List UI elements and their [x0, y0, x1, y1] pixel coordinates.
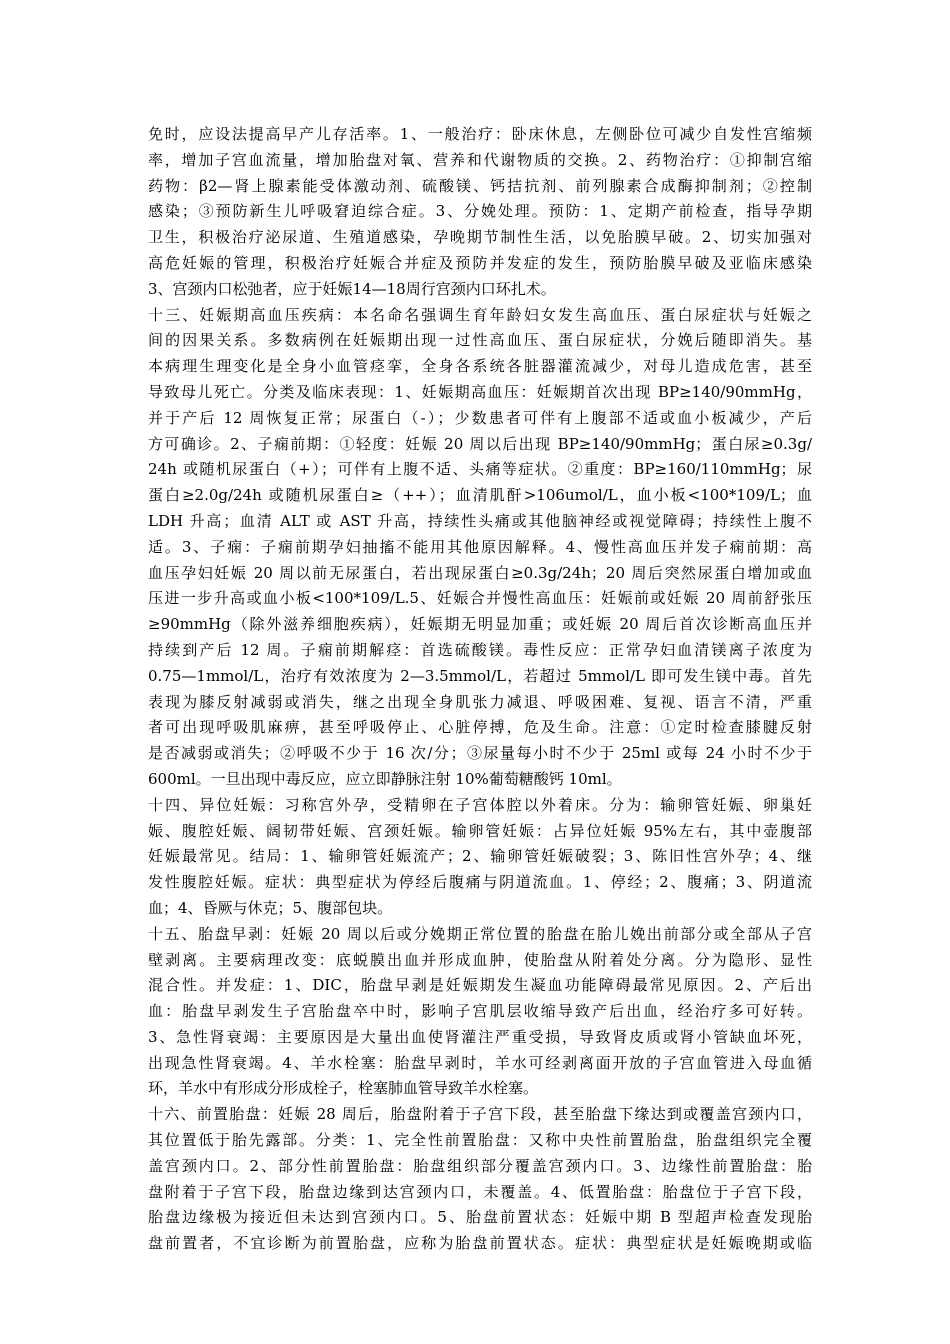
text-line: 妊娠最常见。结局：1、输卵管妊娠流产；2、输卵管妊娠破裂；3、陈旧性宫外孕；4、继 — [148, 847, 812, 866]
text-line: 十四、异位妊娠：习称宫外孕，受精卵在子宫体腔以外着床。分为：输卵管妊娠、卵巢妊 — [148, 795, 812, 814]
text-line: 3、宫颈内口松弛者，应于妊娠14—18周行宫颈内口环扎术。 — [148, 279, 556, 298]
text-line: 感染；③预防新生儿呼吸窘迫综合症。3、分娩处理。预防：1、定期产前检查，指导孕期 — [148, 202, 812, 221]
paragraph-preterm-treatment — [148, 122, 812, 303]
text-line: 血：胎盘早剥发生子宫胎盘卒中时，影响子宫肌层收缩导致产后出血，经治疗多可好转。 — [148, 1002, 812, 1021]
text-line: 盘前置者，不宜诊断为前置胎盘，应称为胎盘前置状态。症状：典型症状是妊娠晚期或临 — [148, 1234, 812, 1253]
text-line: 表现为膝反射减弱或消失，继之出现全身肌张力减退、呼吸困难、复视、语言不清，严重 — [148, 692, 812, 711]
text-line: 盖宫颈内口。2、部分性前置胎盘：胎盘组织部分覆盖宫颈内口。3、边缘性前置胎盘：胎 — [148, 1156, 812, 1175]
text-line: 24h 或随机尿蛋白（+）；可伴有上腹不适、头痛等症状。②重度：BP≥160/110mmHg；尿 — [148, 460, 812, 479]
text-line: 间的因果关系。多数病例在妊娠期出现一过性高血压、蛋白尿症状，分娩后随即消失。基 — [148, 331, 812, 350]
text-line: ≥90mmHg（除外滋养细胞疾病），妊娠期无明显加重；或妊娠 20 周后首次诊断高血压并 — [148, 615, 812, 634]
text-line: 并于产后 12 周恢复正常；尿蛋白（-）；少数患者可伴有上腹部不适或血小板减少，产后 — [148, 408, 812, 427]
paragraph-hypertension — [148, 303, 812, 793]
text-line: 娠、腹腔妊娠、阔韧带妊娠、宫颈妊娠。输卵管妊娠：占异位妊娠 95%左右，其中壶腹部 — [148, 821, 812, 840]
text-line: 血；4、昏厥与休克；5、腹部包块。 — [148, 898, 393, 917]
text-line: 方可确诊。2、子痫前期：①轻度：妊娠 20 周以后出现 BP≥140/90mmHg；蛋白尿≥0.3g/ — [148, 434, 812, 453]
text-line: LDH 升高；血清 ALT 或 AST 升高，持续性头痛或其他脑神经或视觉障碍；持续性上腹不 — [148, 511, 812, 530]
text-line: 0.75—1mmol/L，治疗有效浓度为 2—3.5mmol/L，若超过 5mmol/L 即可发生镁中毒。首先 — [148, 666, 812, 685]
text-line: 十五、胎盘早剥：妊娠 20 周以后或分娩期正常位置的胎盘在胎儿娩出前部分或全部从子宫 — [148, 924, 812, 943]
paragraph-placenta-previa — [148, 1102, 812, 1257]
text-line: 盘附着于子宫下段，胎盘边缘到达宫颈内口，未覆盖。4、低置胎盘：胎盘位于子宫下段， — [148, 1182, 812, 1201]
text-line: 600ml。一旦出现中毒反应，应立即静脉注射 10%葡萄糖酸钙 10ml。 — [148, 769, 622, 788]
text-line: 导致母儿死亡。分类及临床表现：1、妊娠期高血压：妊娠期首次出现 BP≥140/90mmHg， — [148, 382, 812, 401]
text-line: 3、急性肾衰竭：主要原因是大量出血使肾灌注严重受损，导致肾皮质或肾小管缺血坏死， — [148, 1027, 812, 1046]
paragraph-placental-abruption — [148, 922, 812, 1103]
text-line: 卫生，积极治疗泌尿道、生殖道感染，孕晚期节制性生活，以免胎膜早破。2、切实加强对 — [148, 228, 812, 247]
text-line: 发性腹腔妊娠。症状：典型症状为停经后腹痛与阴道流血。1、停经；2、腹痛；3、阴道流 — [148, 873, 812, 892]
text-line: 其位置低于胎先露部。分类：1、完全性前置胎盘：又称中央性前置胎盘，胎盘组织完全覆 — [148, 1131, 812, 1150]
text-line: 压进一步升高或血小板<100*109/L.5、妊娠合并慢性高血压：妊娠前或妊娠 20 周前舒张压 — [148, 589, 812, 608]
text-line: 出现急性肾衰竭。4、羊水栓塞：胎盘早剥时，羊水可经剥离面开放的子宫血管进入母血循 — [148, 1053, 812, 1072]
text-line: 适。3、子痫：子痫前期孕妇抽搐不能用其他原因解释。4、慢性高血压并发子痫前期：高 — [148, 537, 812, 556]
text-line: 十六、前置胎盘：妊娠 28 周后，胎盘附着于子宫下段，甚至胎盘下缘达到或覆盖宫颈内口， — [148, 1105, 812, 1124]
text-line: 高危妊娠的管理，积极治疗妊娠合并症及预防并发症的发生，预防胎膜早破及亚临床感染 — [148, 253, 812, 272]
text-line: 者可出现呼吸肌麻痹，甚至呼吸停止、心脏停搏，危及生命。注意：①定时检查膝腱反射 — [148, 718, 812, 737]
text-line: 胎盘边缘极为接近但未达到宫颈内口。5、胎盘前置状态：妊娠中期 B 型超声检查发现胎 — [148, 1208, 812, 1227]
text-line: 蛋白≥2.0g/24h 或随机尿蛋白≥（++）；血清肌酐>106umol/L，血小板<100*109/L；血 — [148, 486, 812, 505]
text-line: 本病理生理变化是全身小血管痉挛，全身各系统各脏器灌流减少，对母儿造成危害，甚至 — [148, 357, 812, 376]
text-line: 血压孕妇妊娠 20 周以前无尿蛋白，若出现尿蛋白≥0.3g/24h；20 周后突然尿蛋白增加或血 — [148, 563, 812, 582]
text-line: 率，增加子宫血流量，增加胎盘对氧、营养和代谢物质的交换。2、药物治疗：①抑制宫缩 — [148, 150, 812, 169]
document-body — [148, 122, 812, 1257]
text-line: 环，羊水中有形成分形成栓子，栓塞肺血管导致羊水栓塞。 — [148, 1079, 539, 1098]
text-line: 混合性。并发症：1、DIC，胎盘早剥是妊娠期发生凝血功能障碍最常见原因。2、产后出 — [148, 976, 812, 995]
text-line: 十三、妊娠期高血压疾病：本名命名强调生育年龄妇女发生高血压、蛋白尿症状与妊娠之 — [148, 305, 812, 324]
text-line: 壁剥离。主要病理改变：底蜕膜出血并形成血肿，使胎盘从附着处分离。分为隐形、显性 — [148, 950, 812, 969]
text-line: 药物：β2—肾上腺素能受体激动剂、硫酸镁、钙拮抗剂、前列腺素合成酶抑制剂；②控制 — [148, 176, 812, 195]
text-line: 免时，应设法提高早产儿存活率。1、一般治疗：卧床休息，左侧卧位可减少自发性宫缩频 — [148, 125, 812, 143]
paragraph-ectopic-pregnancy — [148, 793, 812, 922]
text-line: 是否减弱或消失；②呼吸不少于 16 次/分；③尿量每小时不少于 25ml 或每 24 小时不少于 — [148, 744, 812, 763]
text-line: 持续到产后 12 周。子痫前期解痉：首选硫酸镁。毒性反应：正常孕妇血清镁离子浓度为 — [148, 640, 812, 659]
